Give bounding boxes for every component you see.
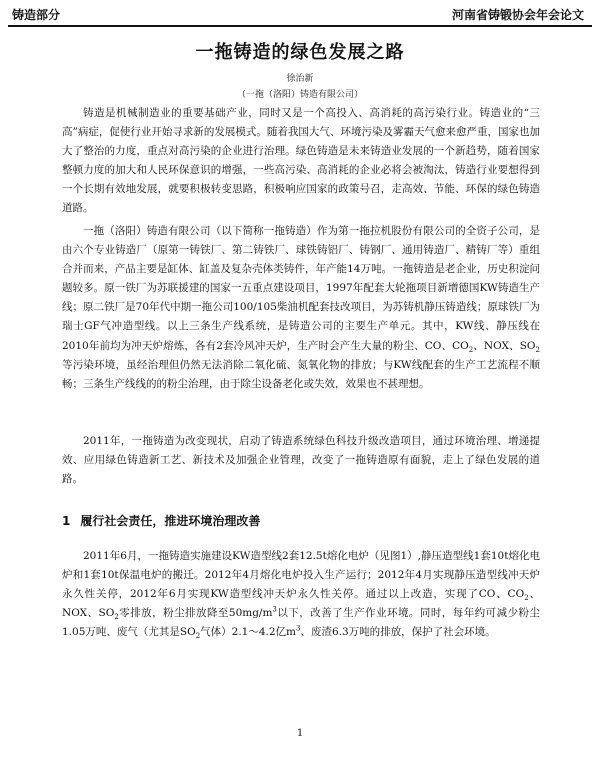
subscript: 2 bbox=[114, 613, 119, 622]
page-header bbox=[0, 4, 600, 26]
paper-title: 一拖铸造的绿色发展之路 bbox=[195, 42, 405, 63]
section-number: 1 bbox=[62, 514, 71, 528]
page-number: 1 bbox=[296, 728, 304, 739]
header-divider bbox=[8, 25, 592, 27]
section-heading bbox=[62, 512, 260, 529]
header-journal-label: 河南省铸锻协会年会论文 bbox=[451, 8, 584, 22]
header-section-label: 铸造部分 bbox=[12, 8, 61, 22]
superscript: 3 bbox=[272, 605, 277, 614]
subscript: 2 bbox=[535, 345, 541, 354]
subscript: 2 bbox=[468, 345, 474, 354]
paragraph-text: 、NOX、SO bbox=[62, 588, 541, 620]
subscript: 2 bbox=[524, 594, 529, 603]
paragraph-text: 2011年6月，一拖铸造实施建设KW造型线2套12.5t熔化电炉（见图1）,静压造型线1套10t熔化电炉和1套10t保温电炉的搬迁。2012年4月熔化电炉投入生产运行；2012年4月实现静压造型线冲天炉永久性关停，2012年6月实现KW造型线冲天炉永久性关停。通过以上改造，实现了CO、CO bbox=[62, 550, 540, 601]
paragraph-text: 气体）2.1～4.2亿m bbox=[200, 626, 297, 639]
body-paragraph-3: 2011年，一拖铸造为改变现状，启动了铸造系统绿色科技升级改造项目，通过环境治理、增递提效、应用绿色铸造新工艺、新技术及加强企业管理，改变了一拖铸造原有面貌，走上了绿色发展的道路。 bbox=[62, 435, 540, 486]
paragraph-text: 零排放，粉尘排放降至50mg/m bbox=[118, 607, 273, 620]
author-name: 徐治新 bbox=[286, 74, 314, 84]
body-paragraph-1: 铸造是机械制造业的重要基础产业，同时又是一个高投入、高消耗的高污染行业。铸造业的“三高”病症，促使行业开始寻求新的发展模式。随着我国大气、环境污染及雾霾天气愈来愈严重，国家也加大了整治的力度，重点对高污染的企业进行治理。绿色铸造是未来铸造业发展的一个新趋势，随着国家整顿力度的加大和人民环保意识的增强，一些高污染、高消耗的企业必将会被淘汰，铸造行业要想得到一个长期有效地发展，就要积极转变思路，积极响应国家的政策号召，走高效、节能、环保的绿色铸造道路。 bbox=[62, 107, 540, 215]
section-title: 履行社会责任，推进环境治理改善 bbox=[80, 514, 261, 528]
body-paragraph-4 bbox=[62, 547, 540, 642]
author-affiliation: （一拖（洛阳）铸造有限公司） bbox=[236, 90, 363, 100]
subscript: 2 bbox=[195, 632, 201, 641]
body-paragraph-2 bbox=[62, 222, 540, 394]
paragraph-text: 一拖（洛阳）铸造有限公司（以下简称一拖铸造）作为第一拖拉机股份有限公司的全资子公司，是由六个专业铸造厂（原第一铸铁厂、第二铸铁厂、球铁铸铝厂、铸钢厂、通用铸造厂、精铸厂等）重组合并而来，产品主要是缸体、缸盖及复杂壳体类铸件，年产能14万吨。一拖铸造是老企业，历史积淀问题较多。原一铁厂为苏联援建的国家一五重点建设项目，1997年配套大轮拖项目新增德国KW铸造生产线；原二铁厂是70年代中期一拖公司100/105柴油机配套技改项目，为苏铸机静压铸造线；原球铁厂为瑞士GF气冲造型线。以上三条生产线系统，是铸造公司的主要生产单元。其中，KW线、静压线在2010年前均为冲天炉熔炼，各有2套冷风冲天炉，生产时会产生大量的粉尘、CO、CO bbox=[62, 225, 540, 352]
paragraph-text: 、废渣6.3万吨的排放，保护了社会环境。 bbox=[300, 626, 496, 639]
paragraph-text: 以下，改善了生产作业环境。同时，每年约可减少粉尘1.05万吨、废气（尤其是SO bbox=[62, 607, 540, 639]
paragraph-text: 等污染环境，虽经治理但仍然无法消除二氧化硫、氮氧化物的排放；与KW线配套的生产工艺流程不顺畅；三条生产线线的的粉尘治理，由于除尘设备老化或失效，效果也不甚理想。 bbox=[62, 358, 540, 390]
paragraph-text: 、NOX、SO bbox=[473, 339, 536, 352]
superscript: 3 bbox=[296, 624, 301, 633]
